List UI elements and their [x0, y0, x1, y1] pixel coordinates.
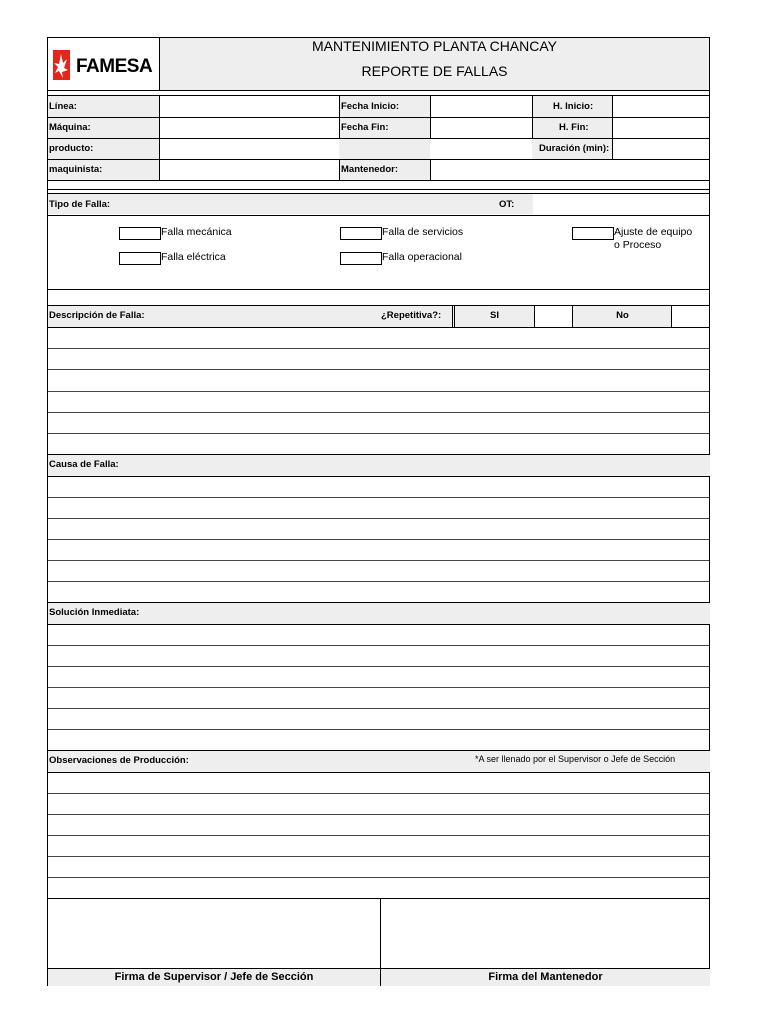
h-fin-field[interactable] — [613, 118, 710, 138]
option-falla-servicios: Falla de servicios — [382, 226, 464, 238]
checkbox-ajuste-equipo[interactable] — [572, 227, 614, 240]
h-inicio-label: H. Inicio: — [553, 101, 594, 112]
linea-field[interactable] — [160, 96, 339, 117]
mantenedor-field[interactable] — [431, 160, 710, 180]
observaciones-label: Observaciones de Producción: — [49, 755, 189, 766]
solucion-field[interactable] — [48, 625, 710, 750]
report-title: MANTENIMIENTO PLANTA CHANCAY — [311, 38, 558, 54]
firma-supervisor-label: Firma de Supervisor / Jefe de Sección — [114, 971, 314, 983]
observaciones-note: *A ser llenado por el Supervisor o Jefe de Sección — [475, 754, 676, 764]
maquina-label: Máquina: — [49, 122, 91, 133]
fecha-inicio-label: Fecha Inicio: — [341, 101, 400, 112]
option-falla-electrica: Falla eléctrica — [161, 251, 226, 263]
repetitiva-si-field[interactable] — [535, 306, 573, 327]
linea-label: Línea: — [49, 101, 77, 112]
firma-mantenedor-area[interactable] — [381, 899, 710, 968]
checkbox-falla-mecanica[interactable] — [119, 227, 161, 240]
checkbox-falla-operacional[interactable] — [340, 252, 382, 265]
no-label: No — [616, 310, 629, 321]
solucion-label: Solución Inmediata: — [49, 607, 140, 618]
tipo-falla-label: Tipo de Falla: — [49, 199, 111, 210]
checkbox-falla-servicios[interactable] — [340, 227, 382, 240]
descripcion-label: Descripción de Falla: — [49, 310, 145, 321]
producto-field[interactable] — [160, 139, 532, 159]
fecha-inicio-field[interactable] — [431, 96, 532, 117]
firma-mantenedor-label: Firma del Mantenedor — [488, 971, 603, 983]
maquinista-field[interactable] — [160, 160, 339, 180]
maquinista-label: maquinista: — [49, 164, 103, 175]
option-falla-operacional: Falla operacional — [382, 251, 462, 263]
ot-field[interactable] — [533, 194, 710, 214]
repetitiva-label: ¿Repetitiva?: — [381, 310, 442, 321]
maquina-field[interactable] — [160, 118, 339, 138]
fecha-fin-label: Fecha Fin: — [341, 122, 389, 133]
si-label: SI — [490, 310, 499, 321]
checkbox-falla-electrica[interactable] — [119, 252, 161, 265]
repetitiva-no-field[interactable] — [672, 306, 710, 327]
duracion-label: Duración (min): — [539, 143, 610, 154]
logo-text: FAMESA — [76, 56, 153, 77]
descripcion-field[interactable] — [48, 328, 710, 454]
observaciones-field[interactable] — [48, 773, 710, 898]
famesa-logo — [52, 48, 156, 82]
mantenedor-label: Mantenedor: — [341, 164, 398, 175]
report-subtitle: REPORTE DE FALLAS — [361, 63, 508, 79]
h-fin-label: H. Fin: — [559, 122, 589, 133]
failure-report-form — [47, 37, 710, 986]
fecha-fin-field[interactable] — [431, 118, 532, 138]
causa-field[interactable] — [48, 477, 710, 602]
option-ajuste-line2: o Proceso — [614, 239, 662, 251]
option-falla-mecanica: Falla mecánica — [161, 226, 232, 238]
ot-label: OT: — [499, 199, 515, 210]
duracion-field[interactable] — [613, 139, 710, 159]
firma-supervisor-area[interactable] — [48, 899, 380, 968]
h-inicio-field[interactable] — [613, 96, 710, 117]
causa-label: Causa de Falla: — [49, 459, 119, 470]
option-ajuste-line1: Ajuste de equipo — [614, 226, 693, 238]
producto-label: producto: — [49, 143, 94, 154]
